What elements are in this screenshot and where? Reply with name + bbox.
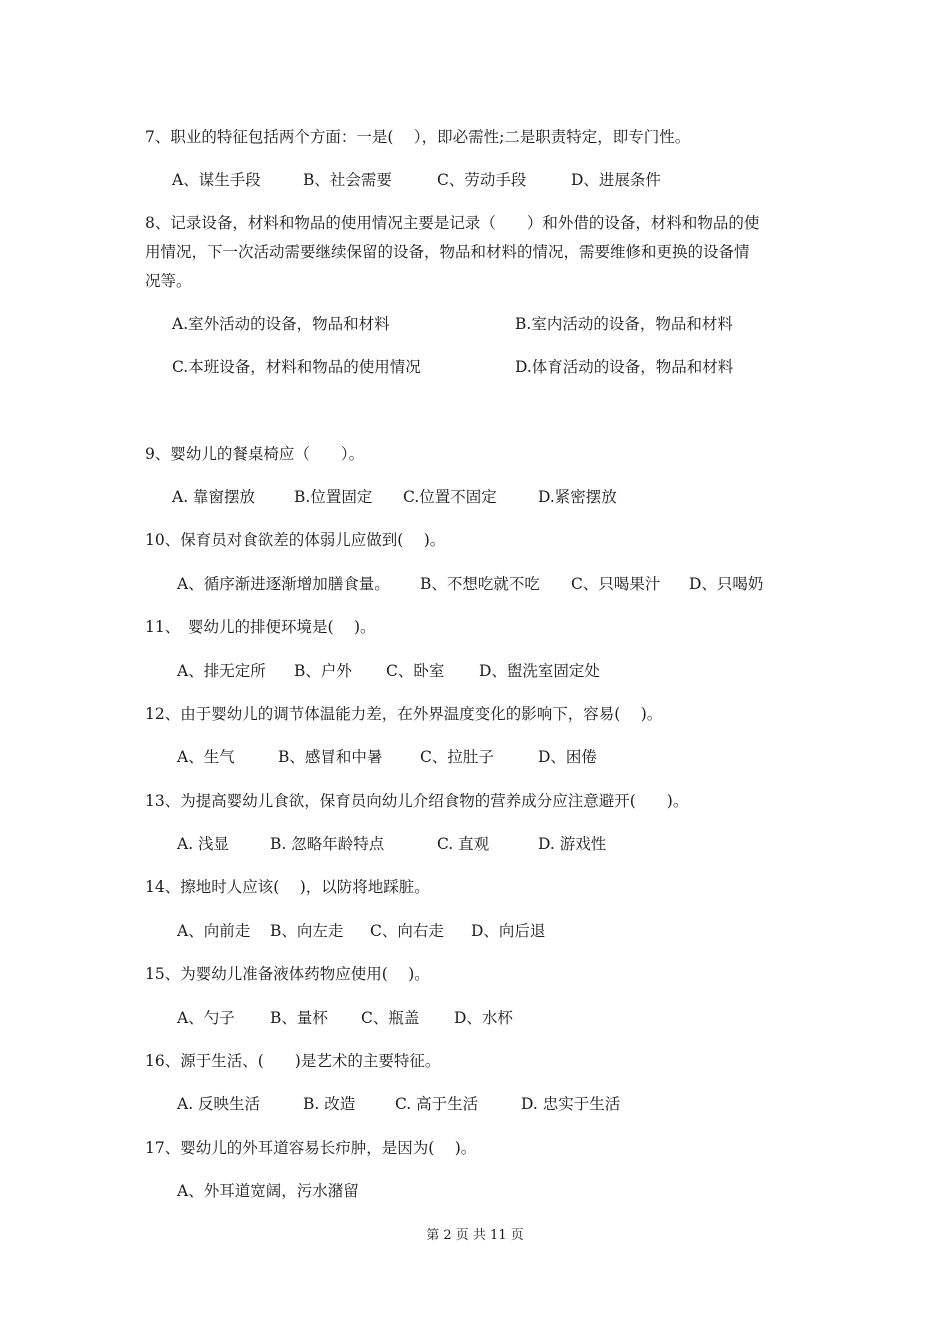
question-11-option-b: B、户外 (294, 662, 352, 680)
question-7-text: 7、职业的特征包括两个方面：一是( ），即必需性;二是职责特定，即专门性。 (145, 128, 691, 146)
question-17-option-a: A、外耳道宽阔，污水潴留 (177, 1182, 359, 1200)
question-10-option-c: C、只喝果汁 (571, 575, 661, 593)
question-7-option-b: B、社会需要 (303, 171, 392, 189)
question-16-option-c: C. 高于生活 (395, 1095, 479, 1113)
question-8-option-d: D.体育活动的设备，物品和材料 (515, 358, 734, 376)
question-16-option-a: A. 反映生活 (177, 1095, 261, 1113)
question-8-option-a: A.室外活动的设备，物品和材料 (172, 315, 390, 333)
question-12-option-a: A、生气 (177, 748, 235, 766)
question-9-option-b: B.位置固定 (294, 488, 373, 506)
question-17-text: 17、婴幼儿的外耳道容易长疖肿，是因为( )。 (145, 1139, 477, 1157)
question-8-text-line-2: 用情况，下一次活动需要继续保留的设备，物品和材料的情况，需要维修和更换的设备情 (145, 243, 750, 261)
question-11-option-a: A、排无定所 (177, 662, 266, 680)
question-16-text: 16、源于生活、( )是艺术的主要特征。 (145, 1052, 441, 1070)
question-15-option-d: D、水杯 (454, 1009, 513, 1027)
question-16-option-d: D. 忠实于生活 (521, 1095, 621, 1113)
question-9-text: 9、婴幼儿的餐桌椅应（ ）。 (145, 445, 365, 463)
question-13-option-d: D. 游戏性 (538, 835, 607, 853)
question-8-option-b: B.室内活动的设备，物品和材料 (515, 315, 733, 333)
question-7-option-a: A、谋生手段 (172, 171, 261, 189)
question-13-text: 13、为提高婴幼儿食欲，保育员向幼儿介绍食物的营养成分应注意避开( )。 (145, 792, 689, 810)
question-10-option-a: A、循序渐进逐渐增加膳食量。 (177, 575, 390, 593)
question-11-option-c: C、卧室 (386, 662, 445, 680)
question-8-text-line-1: 8、记录设备，材料和物品的使用情况主要是记录（ ）和外借的设备，材料和物品的使 (145, 214, 760, 232)
question-7-option-d: D、进展条件 (571, 171, 661, 189)
question-7-option-c: C、劳动手段 (437, 171, 527, 189)
question-16-option-b: B. 改造 (303, 1095, 356, 1113)
question-9-option-c: C.位置不固定 (403, 488, 497, 506)
question-12-text: 12、由于婴幼儿的调节体温能力差，在外界温度变化的影响下，容易( )。 (145, 705, 663, 723)
question-10-text: 10、保育员对食欲差的体弱儿应做到( )。 (145, 531, 446, 549)
question-11-option-d: D、盥洗室固定处 (479, 662, 600, 680)
page-number-footer: 第 2 页 共 11 页 (426, 1228, 524, 1243)
question-13-option-a: A. 浅显 (177, 835, 230, 853)
question-8-text-line-3: 况等。 (145, 272, 192, 290)
question-14-text: 14、擦地时人应该( )，以防将地踩脏。 (145, 878, 430, 896)
question-14-option-a: A、向前走 (177, 922, 251, 940)
question-12-option-d: D、困倦 (538, 748, 597, 766)
question-15-text: 15、为婴幼儿准备液体药物应使用( )。 (145, 965, 430, 983)
question-14-option-b: B、向左走 (270, 922, 344, 940)
question-14-option-d: D、向后退 (471, 922, 546, 940)
question-15-option-a: A、勺子 (177, 1009, 235, 1027)
question-11-text: 11、 婴幼儿的排便环境是( )。 (145, 618, 376, 636)
question-10-option-b: B、不想吃就不吃 (420, 575, 540, 593)
question-15-option-b: B、量杯 (270, 1009, 328, 1027)
question-10-option-d: D、只喝奶 (689, 575, 764, 593)
question-15-option-c: C、瓶盖 (361, 1009, 420, 1027)
question-12-option-b: B、感冒和中暑 (278, 748, 383, 766)
question-13-option-b: B. 忽略年龄特点 (270, 835, 385, 853)
question-14-option-c: C、向右走 (370, 922, 444, 940)
question-8-option-c: C.本班设备，材料和物品的使用情况 (172, 358, 421, 376)
question-13-option-c: C. 直观 (437, 835, 490, 853)
question-12-option-c: C、拉肚子 (420, 748, 494, 766)
question-9-option-d: D.紧密摆放 (538, 488, 617, 506)
question-9-option-a: A. 靠窗摆放 (172, 488, 256, 506)
